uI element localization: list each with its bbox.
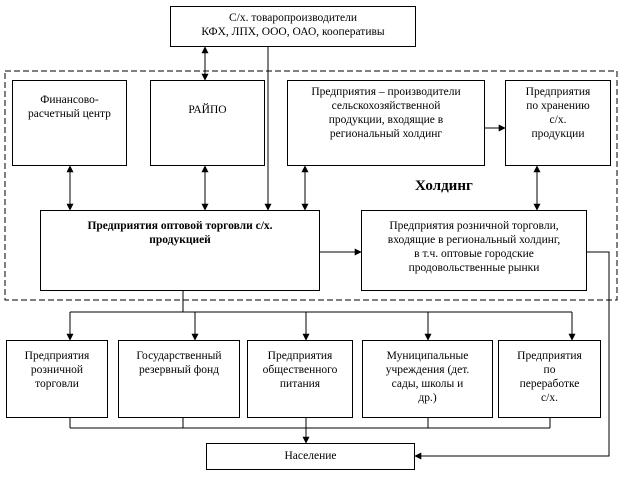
finance-center-box xyxy=(12,80,127,166)
finance-center-line1: Финансово- xyxy=(40,94,99,106)
municipal-line2: учреждения (дет. xyxy=(385,364,470,376)
retail-holding-line3: в т.ч. оптовые городские xyxy=(414,248,534,260)
catering-line2: общественного xyxy=(262,364,338,376)
producers-box xyxy=(170,6,416,47)
regional-producers-box xyxy=(287,80,485,166)
processing-line4: с/х. xyxy=(541,392,558,404)
population-box xyxy=(206,443,415,470)
producers-line2: КФХ, ЛПХ, ООО, ОАО, кооперативы xyxy=(201,26,385,38)
retail-line2: розничной xyxy=(30,364,84,376)
wholesale-box xyxy=(40,210,320,291)
processing-line3: переработке xyxy=(519,378,580,390)
processing-box xyxy=(498,340,601,418)
holding-label: Холдинг xyxy=(415,178,473,194)
regional-producers-line1: Предприятия – производители xyxy=(311,86,461,98)
municipal-line1: Муниципальные xyxy=(386,350,469,362)
regional-producers-line4: региональный холдинг xyxy=(329,128,443,140)
storage-line4: продукции xyxy=(531,128,585,140)
reserve-fund-line1: Государственный xyxy=(136,350,222,362)
wholesale-line2: продукцией xyxy=(149,234,211,246)
raipo-box xyxy=(150,80,265,166)
municipal-box xyxy=(362,340,493,418)
retail-holding-box xyxy=(361,210,587,291)
municipal-line3: сады, школы и xyxy=(391,378,464,390)
catering-line1: Предприятия xyxy=(267,350,333,362)
retail-holding-line4: продовольственные рынки xyxy=(408,262,540,274)
catering-line3: питания xyxy=(279,378,321,390)
reserve-fund-line2: резервный фонд xyxy=(139,364,219,376)
storage-line2: по хранению xyxy=(526,100,590,112)
producers-line1: С/х. товаропроизводители xyxy=(228,12,358,24)
wholesale-line1: Предприятия оптовой торговли с/х. xyxy=(87,220,273,232)
raipo-line1: РАЙПО xyxy=(188,104,227,116)
regional-producers-line2: сельскохозяйственной xyxy=(331,100,441,112)
reserve-fund-box xyxy=(118,340,240,418)
retail-line3: торговли xyxy=(35,378,79,390)
municipal-line4: др.) xyxy=(418,392,437,404)
retail-line1: Предприятия xyxy=(24,350,90,362)
retail-holding-line2: входящие в региональный холдинг, xyxy=(387,234,561,246)
processing-line2: по xyxy=(543,364,556,376)
processing-line1: Предприятия xyxy=(517,350,582,362)
storage-line1: Предприятия xyxy=(525,86,591,98)
catering-box xyxy=(247,340,353,418)
population-label: Население xyxy=(284,450,337,462)
storage-box xyxy=(505,80,611,166)
storage-line3: с/х. xyxy=(549,114,567,126)
retail-holding-line1: Предприятия розничной торговли, xyxy=(389,220,559,232)
retail-box xyxy=(6,340,108,418)
finance-center-line2: расчетный центр xyxy=(28,108,111,120)
regional-producers-line3: продукции, входящие в xyxy=(328,114,444,126)
